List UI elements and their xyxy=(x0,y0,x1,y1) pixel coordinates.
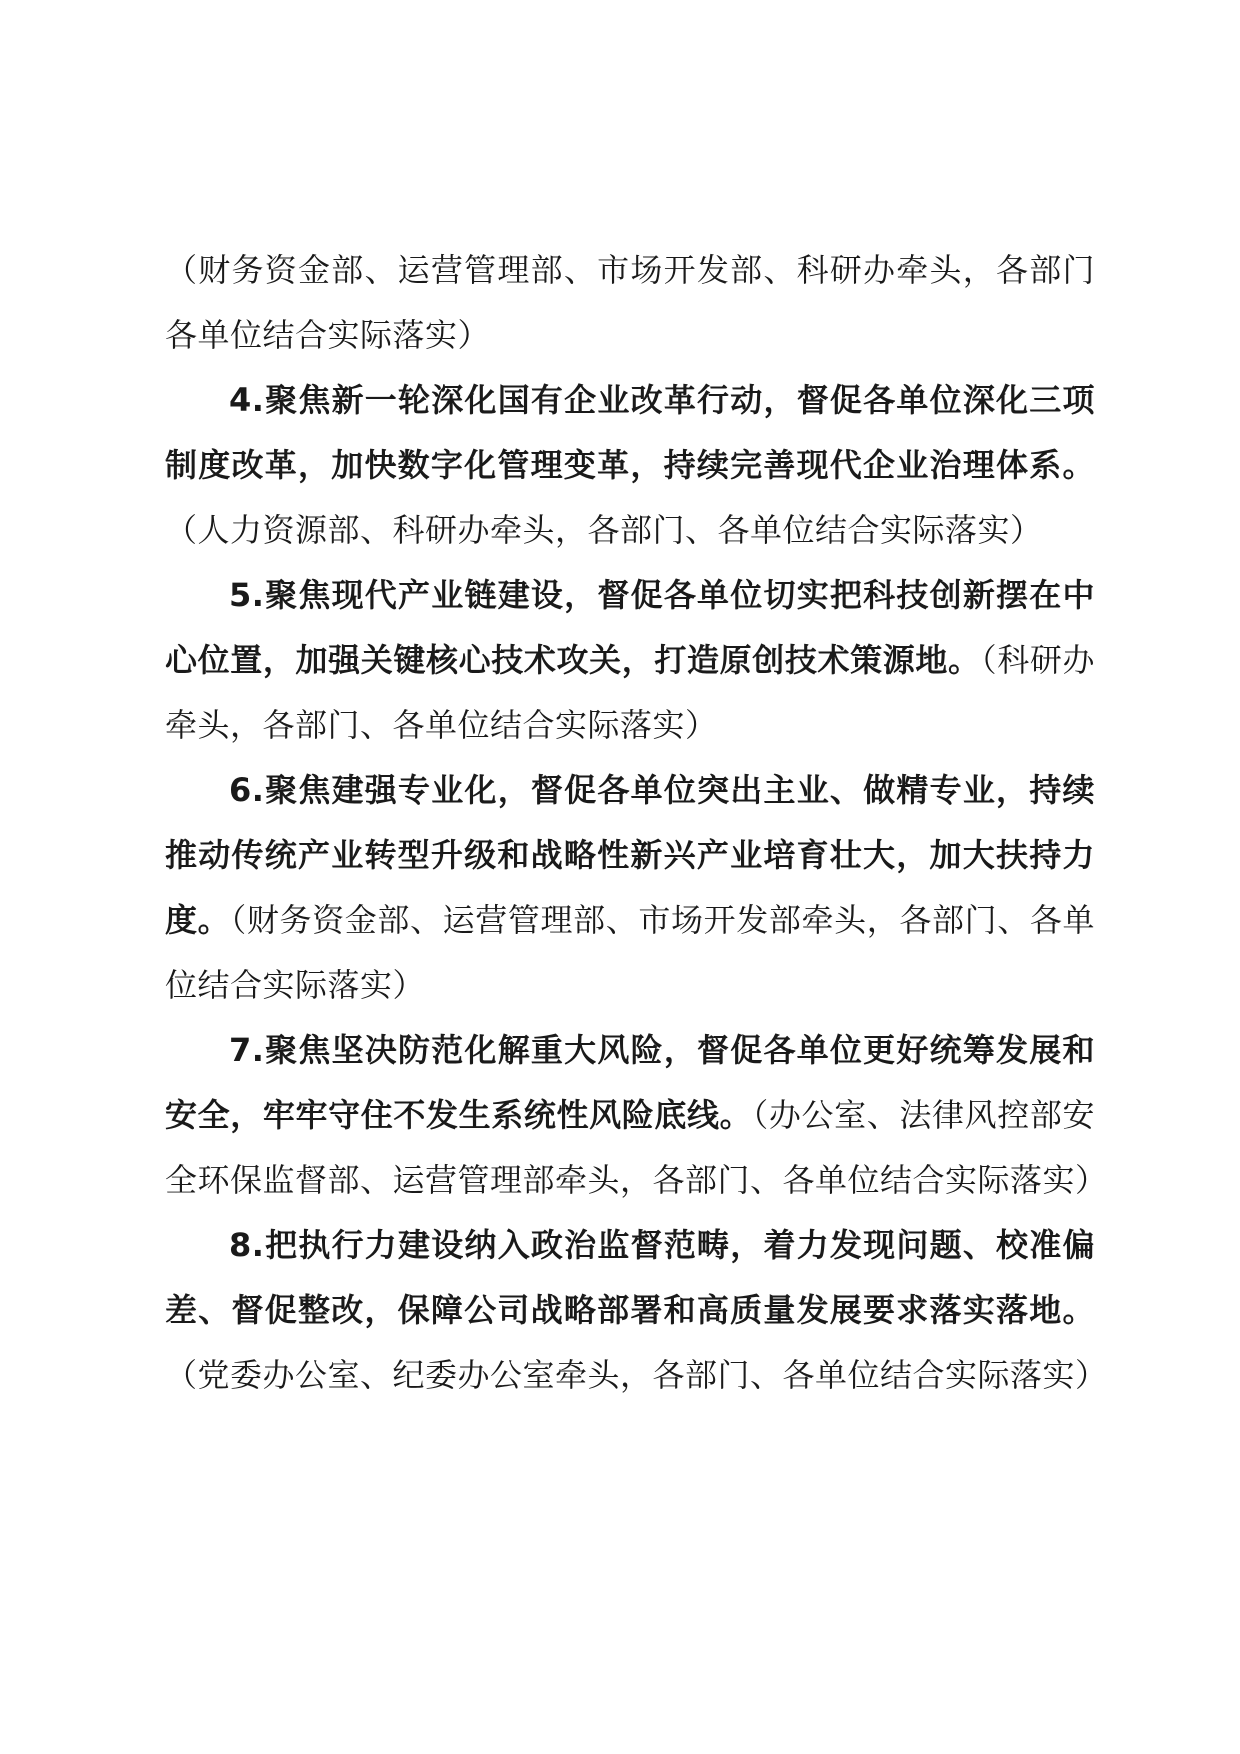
paragraph-item-7 xyxy=(165,1018,1108,1213)
paragraph-continuation xyxy=(165,238,1095,368)
item-heading: 8.把执行力建设纳入政治监督范畴，着力发现问题、校准偏差、督促整改，保障公司战略部署和高质量发展要求落实落地。 xyxy=(165,1226,1095,1329)
responsibility-note: （财务资金部、运营管理部、市场开发部牵头，各部门、各单位结合实际落实） xyxy=(165,901,1095,1004)
item-heading: 7.聚焦坚决防范化解重大风险，督促各单位更好统筹发展和安全，牢牢守住不发生系统性风险底线。 xyxy=(165,1031,1095,1134)
responsibility-note: （人力资源部、科研办牵头，各部门、各单位结合实际落实） xyxy=(165,511,1043,549)
responsibility-note: （办公室、法律风控部安全环保监督部、运营管理部牵头，各部门、各单位结合实际落实） xyxy=(165,1096,1108,1199)
paragraph-item-5 xyxy=(165,563,1095,758)
paragraph-item-8 xyxy=(165,1213,1108,1408)
responsibility-note: （科研办牵头，各部门、各单位结合实际落实） xyxy=(165,641,1095,744)
item-heading: 6.聚焦建强专业化，督促各单位突出主业、做精专业，持续推动传统产业转型升级和战略性新兴产业培育壮大，加大扶持力度。 xyxy=(165,771,1095,939)
document-body xyxy=(165,238,1108,1408)
item-heading: 5.聚焦现代产业链建设，督促各单位切实把科技创新摆在中心位置，加强关键核心技术攻关，打造原创技术策源地。 xyxy=(165,576,1095,679)
responsibility-note: （党委办公室、纪委办公室牵头，各部门、各单位结合实际落实） xyxy=(165,1356,1108,1394)
paragraph-item-6 xyxy=(165,758,1095,1018)
paragraph-item-4 xyxy=(165,368,1095,563)
item-heading: 4.聚焦新一轮深化国有企业改革行动，督促各单位深化三项制度改革，加快数字化管理变革，持续完善现代企业治理体系。 xyxy=(165,381,1095,484)
responsibility-note: （财务资金部、运营管理部、市场开发部、科研办牵头，各部门各单位结合实际落实） xyxy=(165,251,1095,354)
